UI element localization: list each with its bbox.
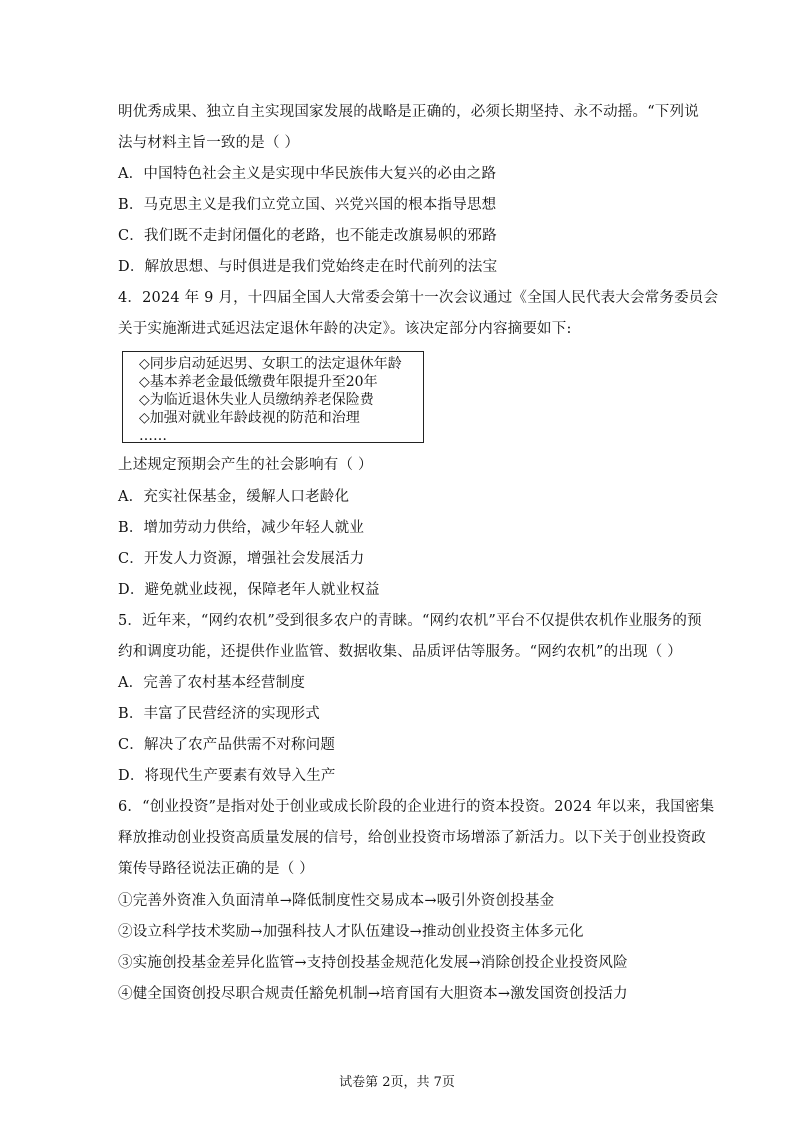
q4-box-item: ◇同步启动延迟男、女职工的法定退休年龄 [139,356,402,372]
q3-option-c: C．我们既不走封闭僵化的老路，也不能走改旗易帜的邪路 [118,228,497,244]
q6-stem-line-2: 释放推动创业投资高质量发展的信号，给创业投资市场增添了新活力。以下关于创业投资政 [118,830,706,846]
q4-option-a: A．充实社保基金，缓解人口老龄化 [118,489,350,505]
q4-box-item: ◇基本养老金最低缴费年限提升至20年 [139,374,378,390]
q5-stem-line-1: 5．近年来，“网约农机”受到很多农户的青睐。“网约农机”平台不仅提供农机作业服务的预 [118,613,702,629]
q5-stem-line-2: 约和调度功能，还提供作业监管、数据收集、品质评估等服务。“网约农机”的出现（ ） [118,644,682,660]
q4-option-c: C．开发人力资源，增强社会发展活力 [118,551,365,567]
q5-option-a: A．完善了农村基本经营制度 [118,675,306,691]
q4-option-d: D．避免就业歧视，保障老年人就业权益 [118,582,380,598]
q4-box-item: ◇为临近退休失业人员缴纳养老保险费 [139,392,374,408]
q6-stem-line-3: 策传导路径说法正确的是（ ） [118,861,314,877]
q4-question: 上述规定预期会产生的社会影响有（ ） [118,457,373,473]
q6-statement-1: ①完善外资准入负面清单→降低制度性交易成本→吸引外资创投基金 [118,893,555,909]
q6-statement-4: ④健全国资创投尽职合规责任豁免机制→培育国有大胆资本→激发国资创投活力 [118,986,628,1002]
q4-box-ellipsis: …… [139,428,167,444]
q6-statement-3: ③实施创投基金差异化监管→支持创投基金规范化发展→消除创投企业投资风险 [118,955,628,971]
q5-option-c: C．解决了农产品供需不对称问题 [118,737,336,753]
page-footer: 试卷第 2页，共 7页 [339,1075,455,1090]
q5-option-b: B．丰富了民营经济的实现形式 [118,706,320,722]
q3-option-d: D．解放思想、与时俱进是我们党始终走在时代前列的法宝 [118,259,498,275]
q3-option-b: B．马克思主义是我们立党立国、兴党兴国的根本指导思想 [118,197,497,213]
q4-box-item: ◇加强对就业年龄歧视的防范和治理 [139,410,360,426]
q4-stem-line-2: 关于实施渐进式延迟法定退休年龄的决定》。该决定部分内容摘要如下: [118,321,572,337]
q3-option-a: A．中国特色社会主义是实现中华民族伟大复兴的必由之路 [118,166,497,182]
q4-excerpt-box [122,351,424,443]
q5-option-d: D．将现代生产要素有效导入生产 [118,768,336,784]
q3-stem-line-1: 明优秀成果、独立自主实现国家发展的战略是正确的，必须长期坚持、永不动摇。“下列说 [118,104,699,120]
q3-stem-line-2: 法与材料主旨一致的是（ ） [118,135,300,151]
q6-statement-2: ②设立科学技术奖励→加强科技人才队伍建设→推动创业投资主体多元化 [118,924,584,940]
q4-stem-line-1: 4．2024 年 9 月，十四届全国人大常委会第十一次会议通过《全国人民代表大会常务委员会 [118,290,719,306]
q4-option-b: B．增加劳动力供给，减少年轻人就业 [118,520,365,536]
q6-stem-line-1: 6．“创业投资”是指对处于创业或成长阶段的企业进行的资本投资。2024 年以来，我国密集 [118,799,715,815]
